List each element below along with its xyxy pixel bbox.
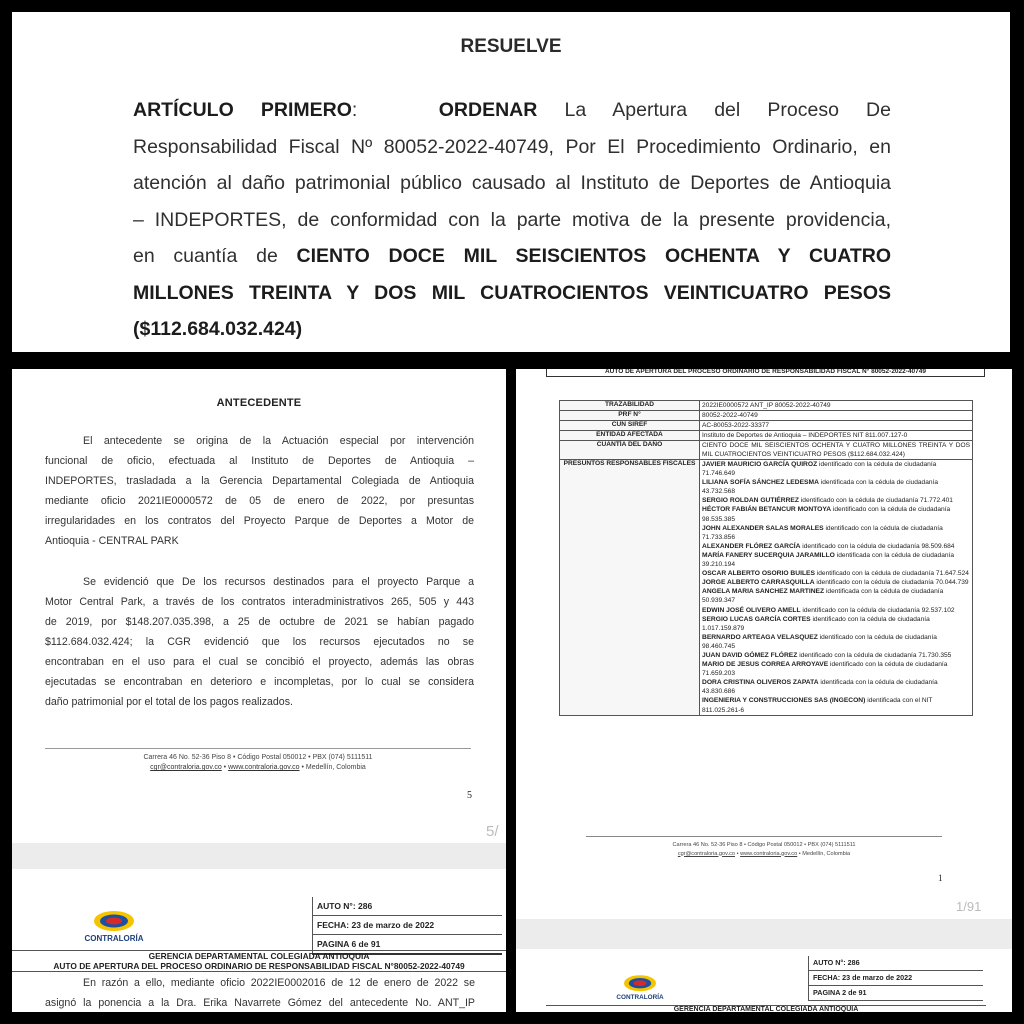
row-value: 80052-2022-40749	[700, 411, 973, 421]
colon: :	[351, 99, 358, 121]
responsable-id: identificado con la cédula de ciudadanía 70.044.739	[814, 579, 969, 587]
responsable-name: JORGE ALBERTO CARRASQUILLA	[702, 579, 815, 587]
antecedente-heading: ANTECEDENTE	[216, 397, 302, 409]
responsable-name: INGENIERIA Y CONSTRUCCIONES SAS (INGECON)	[702, 697, 866, 705]
text-line: El antecedente se origina de la Actuación especial por intervención	[83, 435, 474, 447]
row-key: TRAZABILIDAD	[560, 401, 700, 411]
text-line: En razón a ello, mediante oficio 2022IE0002016 de 12 de enero de 2022 se	[83, 977, 475, 989]
auto-info-box	[808, 956, 983, 1001]
text-line: mediante oficio 2021IE0000572 de 05 de enero de 2022, por presuntas	[45, 495, 474, 508]
row-value: Instituto de Deportes de Antioquia – INDEPORTES NIT 811.007.127-0	[700, 431, 973, 441]
responsable-id: identificado con la cédula de ciudadanía 71.772.401	[798, 497, 953, 505]
order-verb: ORDENAR	[438, 99, 538, 121]
auto-page: PAGINA 6 de 91	[312, 935, 502, 955]
responsable-entry	[702, 651, 970, 660]
responsable-entry	[702, 505, 970, 523]
text-line: funcional de oficio, efectuada al Instituto de Deportes de Antioquia –	[45, 455, 474, 467]
text-line: Se evidenció que De los recursos destinados para el proyecto Parque a	[83, 576, 474, 588]
page-footer	[45, 753, 471, 773]
text-line: INDEPORTES, trasladada a la Gerencia Departamental Colegiada de Antioquia	[45, 475, 474, 488]
footer-city: • Medellín, Colombia	[797, 850, 851, 857]
text-line: ejecutadas se encontraban en deterioro e incompletas, por lo cual se considera	[45, 676, 474, 689]
responsable-name: LILIANA SOFÍA SÁNCHEZ LEDESMA	[702, 479, 819, 487]
responsable-id: identificado con la cédula de ciudadanía 71.659.203	[702, 661, 948, 678]
footer-email-link[interactable]: cgr@contraloria.gov.co	[150, 764, 222, 771]
resuelve-title: RESUELVE	[460, 36, 562, 57]
responsable-entry	[702, 524, 970, 542]
responsable-entry	[702, 551, 970, 569]
text-line: encontraban en el uso para el cual se concibió el proyecto, además las obras	[45, 656, 474, 669]
footer-web-link[interactable]: www.contraloria.gov.co	[228, 764, 300, 771]
responsable-name: JUAN DAVID GÓMEZ FLÓREZ	[702, 651, 798, 659]
responsable-entry	[702, 578, 970, 587]
article-line-5	[133, 238, 891, 275]
row-key: CUANTÍA DEL DAÑO	[560, 441, 700, 460]
text-line: irregularidades en los contratos del Proyecto Parque de Deportes a Motor de	[45, 515, 474, 528]
row-key: ENTIDAD AFECTADA	[560, 431, 700, 441]
antecedente-paragraph-1	[45, 431, 474, 451]
row-value: CIENTO DOCE MIL SEISCIENTOS OCHENTA Y CUATRO MILLONES TREINTA Y DOS MIL CUATROCIENTOS VEINTICUATRO PESOS ($112.684.032.424)	[700, 441, 973, 460]
footer-web-link[interactable]: www.contraloria.gov.co	[740, 850, 798, 857]
responsable-entry	[702, 460, 970, 478]
responsable-name: MARIO DE JESUS CORREA ARROYAVE	[702, 661, 829, 669]
table-row	[560, 421, 973, 431]
responsable-entry	[702, 542, 970, 551]
footer-email-link[interactable]: cgr@contraloria.gov.co	[677, 850, 736, 857]
responsable-name: ALEXANDER FLÓREZ GARCÍA	[702, 542, 801, 550]
responsable-id: identificado con la cédula de ciudadanía 71.730.355	[797, 651, 952, 659]
footer-city: • Medellín, Colombia	[299, 764, 366, 771]
table-row	[560, 441, 973, 460]
responsable-entry	[702, 478, 970, 496]
table-row	[560, 431, 973, 441]
responsable-id: identificada con la cédula de ciudadanía 43.732.568	[702, 479, 939, 496]
row-value: 2022IE0000572 ANT_IP 80052-2022-40749	[700, 401, 973, 411]
page-footer	[586, 841, 942, 858]
amount-figure: ($112.684.032.424)	[133, 318, 303, 340]
page-indicator: 1/91	[956, 899, 982, 914]
logo-text: CONTRALORÍA	[616, 994, 664, 1002]
responsable-entry	[702, 678, 970, 696]
responsable-id: identificado con la cédula de ciudadanía 92.537.102	[800, 606, 955, 614]
text-line: asignó la ponencia a la Dra. Erika Navarrete Gómez del antecedente No. ANT_IP	[45, 997, 475, 1010]
responsable-id: identificado con la cédula de ciudadanía 98.509.684	[800, 542, 955, 550]
footer-sep: •	[735, 850, 741, 857]
page-number: 1	[938, 873, 943, 883]
resuelve-panel	[12, 12, 1010, 352]
text-line: de 2019, por $148.207.035.398, a 25 de octubre de 2021 se habían pagado	[45, 616, 474, 629]
row-key: PRESUNTOS RESPONSABLES FISCALES	[560, 460, 700, 716]
responsable-entry	[702, 696, 970, 714]
footer-divider	[45, 748, 471, 749]
responsable-entry	[702, 660, 970, 678]
responsable-entry	[702, 587, 970, 605]
auto-info-box	[312, 897, 502, 955]
responsable-id: identificado con la cédula de ciudadanía 71.746.649	[702, 461, 937, 478]
responsable-id: identificada con el NIT 811.025.261-6	[702, 697, 933, 714]
text-line: $112.684.032.424; la CGR evidenció que los recursos ejecutados no se	[45, 636, 474, 649]
article-line-2: Responsabilidad Fiscal Nº 80052-2022-40749, Por El Procedimiento Ordinario, en	[133, 135, 891, 158]
article-line-1	[133, 92, 891, 129]
antecedente-paragraph-1-cont	[45, 451, 474, 551]
page-gap	[12, 843, 506, 869]
text-line: Antioquia - CENTRAL PARK	[45, 535, 179, 548]
page-indicator: 5/	[486, 823, 499, 840]
responsable-name: SERGIO LUCAS GARCÍA CORTES	[702, 615, 811, 623]
page-number: 5	[467, 790, 472, 801]
responsable-name: JAVIER MAURICIO GARCÍA QUIROZ	[702, 461, 818, 468]
auto-date: FECHA: 23 de marzo de 2022	[312, 916, 502, 935]
article-label: ARTÍCULO PRIMERO	[133, 99, 352, 121]
auto-header: AUTO DE APERTURA DEL PROCESO ORDINARIO DE RESPONSABILIDAD FISCAL N° 80052-2022-40749	[546, 369, 985, 377]
responsable-name: HÉCTOR FABIÁN BETANCUR MONTOYA	[702, 506, 832, 514]
article-text: en cuantía de	[133, 245, 297, 267]
article-line-7	[133, 311, 891, 348]
contraloria-logo	[600, 973, 680, 1003]
responsable-name: BERNARDO ARTEAGA VELASQUEZ	[702, 633, 818, 641]
responsable-name: MARÍA FANERY SUCERQUIA JARAMILLO	[702, 551, 835, 559]
responsable-name: JOHN ALEXANDER SALAS MORALES	[702, 524, 824, 532]
table-row	[560, 401, 973, 411]
antecedente-page	[12, 369, 506, 1012]
article-line-6	[133, 275, 891, 312]
responsable-id: identificado con la cédula de ciudadanía 98.460.745	[702, 633, 937, 650]
article-text: La Apertura del Proceso De	[537, 99, 891, 121]
footer-address: Carrera 46 No. 52-36 Piso 8 • Código Postal 050012 • PBX (074) 5111511	[672, 842, 856, 848]
responsables-list	[700, 460, 973, 716]
logo-text: CONTRALORÍA	[84, 934, 144, 943]
row-key: PRF N°	[560, 411, 700, 421]
responsable-id: identificado con la cédula de ciudadanía 71.647.524	[814, 570, 969, 578]
responsable-id: identificada con la cédula de ciudadanía 39.210.194	[702, 551, 955, 569]
continuation-paragraph	[45, 973, 475, 1012]
responsable-entry	[702, 615, 970, 633]
auto-date: FECHA: 23 de marzo de 2022	[808, 971, 983, 986]
contraloria-logo	[64, 909, 164, 945]
text-line: daño patrimonial por el total de los pagos realizados.	[45, 696, 293, 709]
gerencia-band: GERENCIA DEPARTAMENTAL COLEGIADA ANTIOQUIA	[546, 1005, 986, 1012]
row-value: AC-80053-2022-33377	[700, 421, 973, 431]
text-line: Motor Central Park, a través de los contratos interadministrativos 265, 505 y 443	[45, 596, 474, 608]
responsable-id: identificada con la cédula de ciudadanía 50.939.347	[702, 588, 944, 605]
auto-page: PAGINA 2 de 91	[808, 986, 983, 1001]
row-key: CUN SIREF	[560, 421, 700, 431]
article-line-3: atención al daño patrimonial público causado al Instituto de Deportes de Antioquia	[133, 172, 891, 194]
footer-divider	[586, 836, 942, 837]
responsable-id: identificada con la cédula de ciudadanía 43.830.686	[702, 679, 938, 696]
responsable-id: identificado con la cédula de ciudadanía 71.733.856	[702, 524, 943, 541]
responsable-name: EDWIN JOSÉ OLIVERO AMELL	[702, 606, 801, 614]
responsable-entry	[702, 569, 970, 578]
auto-title-band: AUTO DE APERTURA DEL PROCESO ORDINARIO DE RESPONSABILIDAD FISCAL N°80052-2022-40749	[12, 961, 506, 972]
responsable-name: DORA CRISTINA OLIVEROS ZAPATA	[702, 679, 819, 687]
antecedente-paragraph-2	[45, 572, 474, 592]
amount-words: MILLONES TREINTA Y DOS MIL CUATROCIENTOS VEINTICUATRO PESOS	[133, 281, 891, 304]
table-row	[560, 460, 973, 716]
gerencia-band: GERENCIA DEPARTAMENTAL COLEGIADA ANTIOQUIA	[12, 950, 506, 961]
responsable-id: identificado con la cédula de ciudadanía 98.535.385	[702, 506, 951, 523]
responsable-entry	[702, 606, 970, 615]
table-row	[560, 411, 973, 421]
responsable-entry	[702, 496, 970, 505]
amount-words: CIENTO DOCE MIL SEISCIENTOS OCHENTA Y CUATRO	[296, 245, 891, 267]
auto-number: AUTO N°: 286	[312, 897, 502, 916]
responsable-name: ANGELA MARIA SANCHEZ MARTINEZ	[702, 588, 825, 596]
responsable-entry	[702, 633, 970, 651]
auto-summary-page	[516, 369, 1012, 1012]
footer-sep: •	[221, 764, 229, 771]
article-line-4: – INDEPORTES, de conformidad con la parte motiva de la presente providencia,	[133, 208, 891, 231]
responsable-name: OSCAR ALBERTO OSORIO BUILES	[702, 570, 815, 578]
responsable-name: SERGIO ROLDAN GUTIÉRREZ	[702, 497, 799, 505]
page-gap	[516, 919, 1012, 949]
footer-address: Carrera 46 No. 52-36 Piso 8 • Código Postal 050012 • PBX (074) 5111511	[143, 754, 373, 761]
summary-table	[559, 400, 973, 716]
article-paragraph	[133, 92, 891, 348]
responsable-id: identificado con la cédula de ciudadanía 1.017.159.879	[702, 615, 930, 632]
auto-number: AUTO N°: 286	[808, 956, 983, 971]
antecedente-paragraph-2-cont	[45, 592, 474, 713]
